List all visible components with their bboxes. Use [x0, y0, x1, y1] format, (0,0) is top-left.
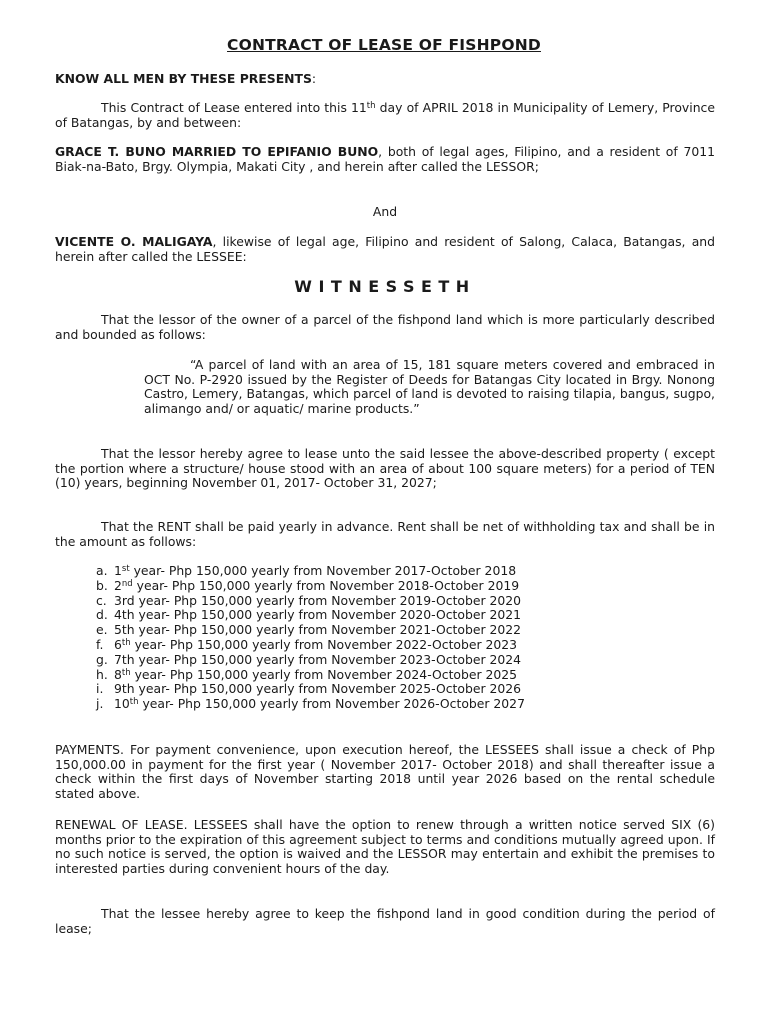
rent-item-letter: e. [96, 622, 108, 638]
rent-item-letter: g. [96, 651, 108, 667]
paragraph-lease-term: That the lessor hereby agree to lease unto the said lessee the above-described property ( except the portion where a structure/ house stood with an area of about 100 square meters) for a period of TEN (10) years, beginning November 01, 2017- October 31, 2027; [55, 446, 715, 491]
paragraph-contract-date [55, 101, 715, 130]
rent-year-number: 6 [114, 636, 122, 652]
intro-heading: KNOW ALL MEN BY THESE PRESENTS [55, 71, 312, 86]
rent-year-detail: year- Php 150,000 yearly from November 2025-October 2026 [134, 681, 522, 697]
rent-schedule-list [96, 564, 715, 712]
rent-year-detail: year- Php 150,000 yearly from November 2024-October 2025 [130, 666, 518, 682]
rent-schedule-item [96, 653, 715, 668]
rent-item-text [114, 579, 519, 594]
rent-year-detail: year- Php 150,000 yearly from November 2021-October 2022 [134, 622, 522, 638]
rent-year-suffix: th [121, 637, 131, 648]
rent-item-text [114, 682, 521, 697]
rent-year-suffix: st [121, 564, 130, 574]
rent-year-number: 2 [114, 577, 122, 593]
lessee-name: VICENTE O. MALIGAYA [55, 234, 213, 249]
rent-item-letter: h. [96, 666, 108, 682]
intro-colon: : [311, 71, 317, 86]
paragraph-payments: PAYMENTS. For payment convenience, upon execution hereof, the LESSEES shall issue a check of Php 150,000.00 in payment for the first year ( November 2017- October 2018) and shall thereafter issue a check within the first days of November starting 2018 until year 2026 based on the rental schedule stated above. [55, 742, 715, 801]
rent-year-detail: year- Php 150,000 yearly from November 2017-October 2018 [129, 563, 517, 578]
rent-item-letter: b. [96, 577, 108, 593]
rent-schedule-item [96, 638, 715, 653]
rent-item-text [114, 697, 525, 712]
paragraph-rent: That the RENT shall be paid yearly in advance. Rent shall be net of withholding tax and shall be in the amount as follows: [55, 519, 715, 549]
rent-schedule-item [96, 579, 715, 594]
rent-item-text [114, 638, 517, 653]
lessor-name: GRACE T. BUNO MARRIED TO EPIFANIO BUNO [55, 144, 379, 159]
witnesseth-heading: WITNESSETH [294, 277, 476, 296]
rent-year-detail: year- Php 150,000 yearly from November 2018-October 2019 [132, 577, 520, 593]
rent-year-number: 4th [114, 607, 135, 623]
rent-year-detail: year- Php 150,000 yearly from November 2022-October 2023 [130, 636, 518, 652]
rent-year-number: 9th [114, 681, 135, 697]
paragraph-condition: That the lessee hereby agree to keep the fishpond land in good condition during the period of lease; [55, 906, 715, 936]
rent-year-number: 5th [114, 622, 135, 638]
rent-schedule-item [96, 564, 715, 579]
rent-year-detail: year- Php 150,000 yearly from November 2026-October 2027 [138, 696, 525, 712]
rent-year-number: 1 [114, 563, 122, 578]
rent-year-suffix: nd [121, 578, 133, 589]
rent-item-letter: a. [96, 563, 108, 578]
rent-schedule-item [96, 682, 715, 697]
rent-item-text [114, 623, 521, 638]
rent-item-text [114, 594, 521, 609]
paragraph-property: That the lessor of the owner of a parcel of the fishpond land which is more particularly described and bounded as follows: [55, 312, 715, 342]
date-text-b: day of APRIL 2018 in Municipality of Lemery, Province of Batangas, by and between: [55, 100, 715, 130]
rent-year-number: 10 [114, 696, 130, 712]
rent-schedule-item [96, 697, 715, 712]
lessee-details: , likewise of legal age, Filipino and resident of Salong, Calaca, Batangas, and herein after called the LESSEE: [55, 234, 715, 264]
and-separator: And [372, 204, 398, 219]
property-description-quote: “A parcel of land with an area of 15, 181 square meters covered and embraced in OCT No. P-2920 issued by the Register of Deeds for Batangas City located in Brgy. Nonong Castro, Lemery, Batangas, which parcel of land is devoted to raising tilapia, bangus, sugpo, alimango and/ or aquatic/ marine products.” [144, 357, 715, 416]
date-text-a: This Contract of Lease entered into this 11 [101, 100, 367, 115]
rent-schedule-item [96, 594, 715, 609]
rent-year-suffix: th [129, 697, 139, 708]
rent-item-text [114, 653, 521, 668]
contract-title: CONTRACT OF LEASE OF FISHPOND [227, 36, 541, 54]
rent-year-detail: year- Php 150,000 yearly from November 2023-October 2024 [134, 651, 522, 667]
paragraph-renewal: RENEWAL OF LEASE. LESSEES shall have the option to renew through a written notice served SIX (6) months prior to the expiration of this agreement subject to terms and conditions mutually agreed upon. If no such notice is served, the option is waived and the LESSOR may entertain and exhibit the premises to interested parties during convenient hours of the day. [55, 817, 715, 876]
intro-line [55, 72, 715, 87]
rent-year-number: 8 [114, 666, 122, 682]
rent-year-number: 7th [114, 651, 135, 667]
rent-item-letter: c. [96, 592, 107, 608]
rent-item-text [114, 564, 516, 579]
paragraph-lessor [55, 145, 715, 174]
rent-item-letter: i. [96, 681, 104, 697]
rent-schedule-item [96, 668, 715, 683]
paragraph-lessee [55, 235, 715, 264]
rent-item-letter: f. [96, 636, 104, 652]
rent-schedule-item [96, 608, 715, 623]
rent-item-letter: d. [96, 607, 108, 623]
rent-year-detail: year- Php 150,000 yearly from November 2019-October 2020 [134, 592, 522, 608]
rent-item-letter: j. [96, 696, 104, 712]
rent-item-text [114, 668, 517, 683]
rent-item-text [114, 608, 521, 623]
rent-year-detail: year- Php 150,000 yearly from November 2020-October 2021 [134, 607, 522, 623]
date-suffix: th [366, 101, 376, 111]
lessor-details: , both of legal ages, Filipino, and a resident of 7011 Biak-na-Bato, Brgy. Olympia, Makati City , and herein after called the LESSOR; [55, 144, 715, 174]
rent-year-number: 3rd [114, 592, 135, 608]
rent-schedule-item [96, 623, 715, 638]
rent-year-suffix: th [121, 667, 131, 678]
